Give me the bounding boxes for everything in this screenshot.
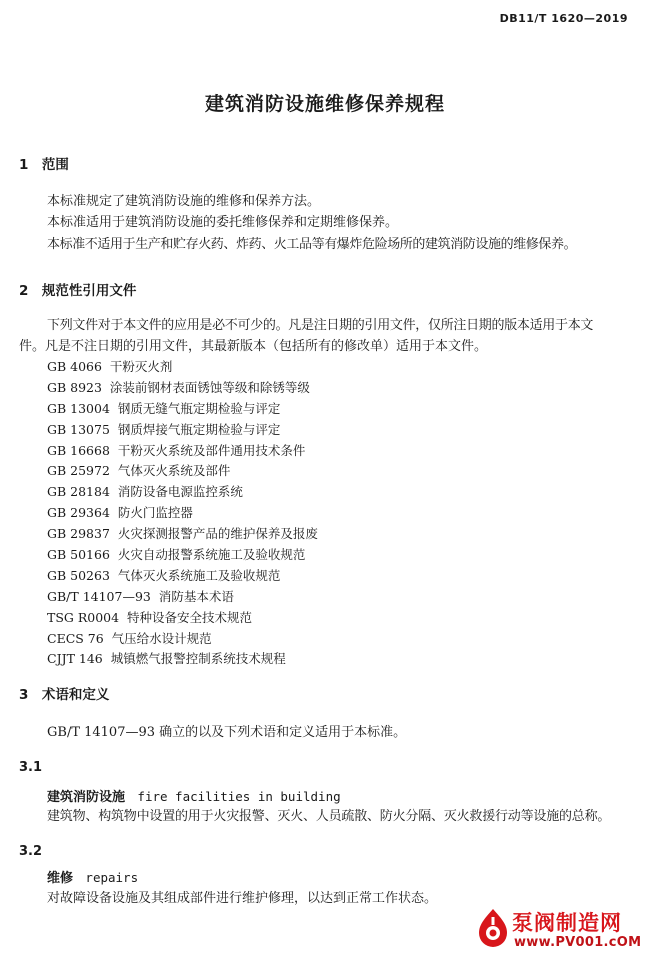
reference-code: GB 13004	[47, 400, 110, 416]
reference-item	[47, 482, 318, 503]
watermark-url: www.PV001.cOM	[514, 935, 642, 950]
watermark-brand: 泵阀制造网	[512, 911, 622, 935]
reference-name: 防火门监控器	[117, 505, 193, 521]
reference-item	[47, 378, 318, 399]
reference-name: 钢质无缝气瓶定期检验与评定	[117, 400, 281, 416]
term-3-2-zh: 维修	[47, 871, 74, 886]
reference-code: GB 29364	[47, 505, 110, 521]
reference-code: GB/T 14107—93	[47, 588, 151, 604]
section-1-para-3: 本标准不适用于生产和贮存火药、炸药、火工品等有爆炸危险场所的建筑消防设施的维修保养。	[47, 237, 577, 252]
term-3-2-number: 3.2	[19, 844, 43, 859]
term-3-2-definition: 对故障设备设施及其组成部件进行维护修理，以达到正常工作状态。	[47, 891, 438, 906]
reference-name: 消防设备电源监控系统	[117, 484, 243, 500]
reference-code: GB 28184	[47, 484, 110, 500]
reference-item	[47, 629, 318, 650]
reference-code: GB 50263	[47, 567, 110, 583]
reference-code: CJJT 146	[47, 651, 103, 667]
reference-name: 城镇燃气报警控制系统技术规程	[110, 651, 286, 667]
site-watermark	[476, 905, 644, 957]
section-1-para-2: 本标准适用于建筑消防设施的委托维修保养和定期维修保养。	[47, 215, 399, 230]
section-2-heading: 2 规范性引用文件	[19, 283, 137, 299]
term-3-1-en: fire facilities in building	[137, 789, 341, 804]
reference-code: GB 29837	[47, 526, 110, 542]
reference-item	[47, 524, 318, 545]
section-2-intro-line-1: 下列文件对于本文件的应用是必不可少的。凡是注日期的引用文件，仅所注日期的版本适用于本文	[47, 318, 594, 333]
reference-code: GB 25972	[47, 463, 110, 479]
reference-code: GB 50166	[47, 547, 110, 563]
term-3-1-definition: 建筑物、构筑物中设置的用于火灾报警、灭火、人员疏散、防火分隔、灭火救援行动等设施的总称。	[47, 809, 611, 824]
reference-item	[47, 649, 318, 670]
reference-item	[47, 441, 318, 462]
reference-name: 火灾探测报警产品的维护保养及报废	[117, 526, 318, 542]
reference-code: CECS 76	[47, 630, 104, 646]
reference-item	[47, 461, 318, 482]
pump-valve-logo-icon	[476, 907, 510, 947]
reference-code: GB 13075	[47, 421, 110, 437]
reference-item	[47, 566, 318, 587]
document-title: 建筑消防设施维修保养规程	[204, 93, 445, 115]
reference-name: 钢质焊接气瓶定期检验与评定	[117, 421, 281, 437]
reference-name: 气压给水设计规范	[111, 630, 212, 646]
reference-item	[47, 357, 318, 378]
reference-item	[47, 420, 318, 441]
reference-name: 特种设备安全技术规范	[127, 609, 253, 625]
reference-code: GB 8923	[47, 379, 102, 395]
section-1-heading: 1 范围	[19, 157, 69, 173]
section-1-para-1: 本标准规定了建筑消防设施的维修和保养方法。	[47, 194, 321, 209]
reference-item	[47, 587, 318, 608]
term-3-2-title	[47, 868, 138, 889]
term-3-1-title	[47, 787, 341, 808]
reference-name: 干粉灭火系统及部件通用技术条件	[117, 442, 306, 458]
reference-name: 气体灭火系统施工及验收规范	[117, 567, 281, 583]
reference-code: GB 4066	[47, 359, 102, 374]
reference-name: 火灾自动报警系统施工及验收规范	[117, 547, 306, 563]
reference-item	[47, 545, 318, 566]
reference-name: 消防基本术语	[158, 588, 234, 604]
term-3-2-en: repairs	[85, 870, 139, 885]
reference-item	[47, 399, 318, 420]
reference-item	[47, 608, 318, 629]
term-3-1-zh: 建筑消防设施	[47, 790, 126, 805]
reference-name: 气体灭火系统及部件	[117, 463, 231, 479]
reference-code: TSG R0004	[47, 609, 120, 625]
section-2-intro-line-2: 件。凡是不注日期的引用文件，其最新版本（包括所有的修改单）适用于本文件。	[19, 339, 488, 354]
reference-name: 涂装前钢材表面锈蚀等级和除锈等级	[109, 379, 310, 395]
doc-code: DB11/T 1620—2019	[499, 12, 628, 25]
normative-references-list	[47, 357, 318, 670]
reference-name: 干粉灭火剂	[109, 359, 173, 374]
reference-code: GB 16668	[47, 442, 110, 458]
section-3-intro: GB/T 14107—93 确立的以及下列术语和定义适用于本标准。	[47, 725, 407, 740]
section-3-heading: 3 术语和定义	[19, 687, 110, 703]
term-3-1-number: 3.1	[19, 760, 43, 775]
reference-item	[47, 503, 318, 524]
